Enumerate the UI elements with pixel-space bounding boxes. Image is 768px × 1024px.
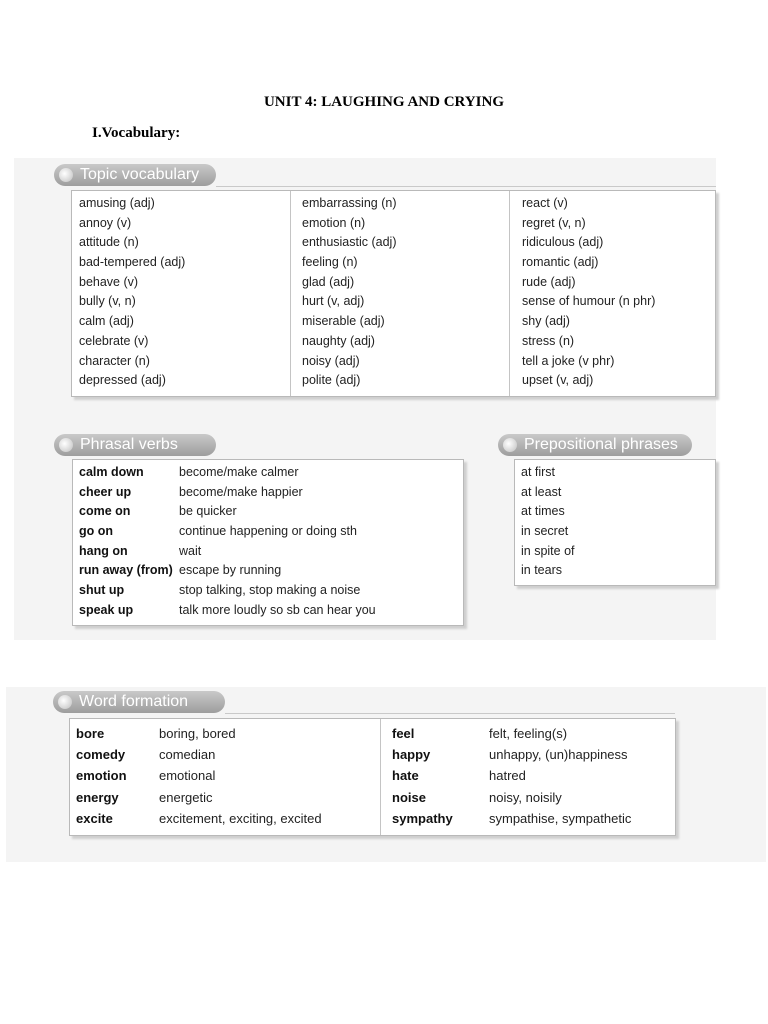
phrasal-verb: shut up: [79, 583, 125, 598]
vocab-item: romantic (adj): [522, 255, 599, 270]
vocab-item: emotion (n): [302, 215, 366, 230]
phrasal-verbs-table: [72, 459, 464, 626]
vocab-item: amusing (adj): [79, 196, 155, 210]
vocab-item: bad-tempered (adj): [79, 255, 186, 270]
vocab-item: ridiculous (adj): [522, 235, 604, 250]
vocab-item: sense of humour (n phr): [522, 294, 656, 309]
prepositional-phrase: in tears: [521, 563, 562, 578]
wf-word: feel: [392, 726, 415, 741]
vocab-item: character (n): [79, 353, 150, 368]
vocab-item: behave (v): [79, 274, 139, 289]
wf-left-words: [76, 723, 127, 829]
bullet-circle-icon: [503, 438, 517, 452]
bullet-circle-icon: [59, 438, 73, 452]
wf-forms: energetic: [159, 789, 213, 805]
vocab-item: miserable (adj): [302, 314, 385, 329]
prepositional-phrase: in secret: [521, 524, 569, 539]
vocab-item: react (v): [522, 196, 568, 210]
wf-word: emotion: [76, 768, 127, 784]
vocab-item: calm (adj): [79, 314, 134, 329]
wf-word: sympathy: [392, 810, 453, 826]
prepositional-column: [521, 463, 575, 581]
vocab-item: tell a joke (v phr): [522, 353, 615, 368]
vocab-item: regret (v, n): [522, 215, 586, 230]
wf-word: excite: [76, 810, 113, 826]
heading-rule: [216, 186, 716, 187]
wf-left-forms: [159, 723, 322, 829]
topic-column-2: [302, 194, 397, 391]
prepositional-phrase: at times: [521, 504, 565, 519]
phrasal-verb: cheer up: [79, 484, 132, 499]
prepositional-phrases-heading: [498, 434, 692, 456]
phrasal-verb: speak up: [79, 602, 134, 617]
vocab-item: shy (adj): [522, 314, 570, 329]
heading-rule: [225, 713, 675, 714]
vocab-item: enthusiastic (adj): [302, 235, 397, 250]
column-divider: [509, 191, 510, 396]
wf-forms: comedian: [159, 747, 216, 763]
prepositional-phrases-table: [514, 459, 716, 586]
column-divider: [290, 191, 291, 396]
phrasal-verb: run away (from): [79, 563, 173, 578]
phrasal-verbs-heading: [54, 434, 216, 456]
wf-forms: emotional: [159, 768, 216, 784]
bullet-circle-icon: [58, 695, 72, 709]
word-formation-heading: [53, 691, 225, 713]
vocab-item: naughty (adj): [302, 333, 375, 348]
phrasal-verb: go on: [79, 524, 114, 539]
topic-column-1: [79, 194, 185, 391]
phrasal-meaning: wait: [179, 543, 202, 558]
wf-word: hate: [392, 768, 419, 784]
phrasal-meaning: stop talking, stop making a noise: [179, 583, 361, 598]
topic-vocabulary-table: [71, 190, 716, 397]
vocab-item: stress (n): [522, 333, 575, 348]
phrasal-verb: hang on: [79, 543, 128, 558]
topic-vocabulary-heading-text: Topic vocabulary: [80, 166, 200, 183]
section-heading: I.Vocabulary:: [92, 125, 181, 141]
word-formation-heading-text: Word formation: [79, 693, 189, 710]
phrasal-meaning: become/make calmer: [179, 465, 299, 479]
wf-forms: excitement, exciting, excited: [159, 810, 322, 826]
wf-forms: hatred: [489, 768, 526, 784]
phrasal-verb-column: [79, 463, 173, 621]
vocab-item: upset (v, adj): [522, 373, 594, 388]
wf-forms: boring, bored: [159, 726, 236, 741]
phrasal-meaning-column: [179, 463, 376, 621]
wf-right-forms: [489, 723, 631, 829]
wf-word: happy: [392, 747, 431, 763]
phrasal-verb: come on: [79, 504, 131, 519]
wf-word: energy: [76, 789, 119, 805]
phrasal-meaning: talk more loudly so sb can hear you: [179, 602, 376, 617]
wf-right-words: [392, 723, 453, 829]
topic-column-3: [522, 194, 655, 391]
phrasal-meaning: become/make happier: [179, 484, 303, 499]
vocab-item: bully (v, n): [79, 294, 136, 309]
vocab-item: polite (adj): [302, 373, 361, 388]
vocab-item: annoy (v): [79, 215, 132, 230]
vocab-item: embarrassing (n): [302, 196, 397, 210]
wf-word: comedy: [76, 747, 126, 763]
topic-vocabulary-heading: [54, 164, 216, 186]
wf-forms: sympathise, sympathetic: [489, 810, 632, 826]
vocab-item: feeling (n): [302, 255, 358, 270]
vocab-item: rude (adj): [522, 274, 576, 289]
page-title: UNIT 4: LAUGHING AND CRYING: [263, 94, 505, 110]
prepositional-phrase: in spite of: [521, 543, 575, 558]
vocab-item: hurt (v, adj): [302, 294, 365, 309]
vocab-item: celebrate (v): [79, 333, 149, 348]
phrasal-verbs-heading-text: Phrasal verbs: [80, 436, 178, 453]
wf-forms: noisy, noisily: [489, 789, 562, 805]
prepositional-phrase: at least: [521, 484, 562, 499]
prepositional-phrase: at first: [521, 465, 556, 479]
phrasal-meaning: continue happening or doing sth: [179, 524, 357, 539]
vocab-item: depressed (adj): [79, 373, 166, 388]
wf-word: noise: [392, 789, 426, 805]
phrasal-meaning: be quicker: [179, 504, 237, 519]
word-formation-table: [69, 718, 676, 836]
phrasal-meaning: escape by running: [179, 563, 282, 578]
wf-forms: unhappy, (un)happiness: [489, 747, 628, 763]
phrasal-verb: calm down: [79, 465, 144, 479]
wf-forms: felt, feeling(s): [489, 726, 568, 741]
vocab-item: glad (adj): [302, 274, 355, 289]
wf-word: bore: [76, 726, 105, 741]
vocab-item: noisy (adj): [302, 353, 360, 368]
column-divider: [380, 719, 381, 835]
vocab-item: attitude (n): [79, 235, 139, 250]
prepositional-phrases-heading-text: Prepositional phrases: [524, 436, 678, 453]
bullet-circle-icon: [59, 168, 73, 182]
